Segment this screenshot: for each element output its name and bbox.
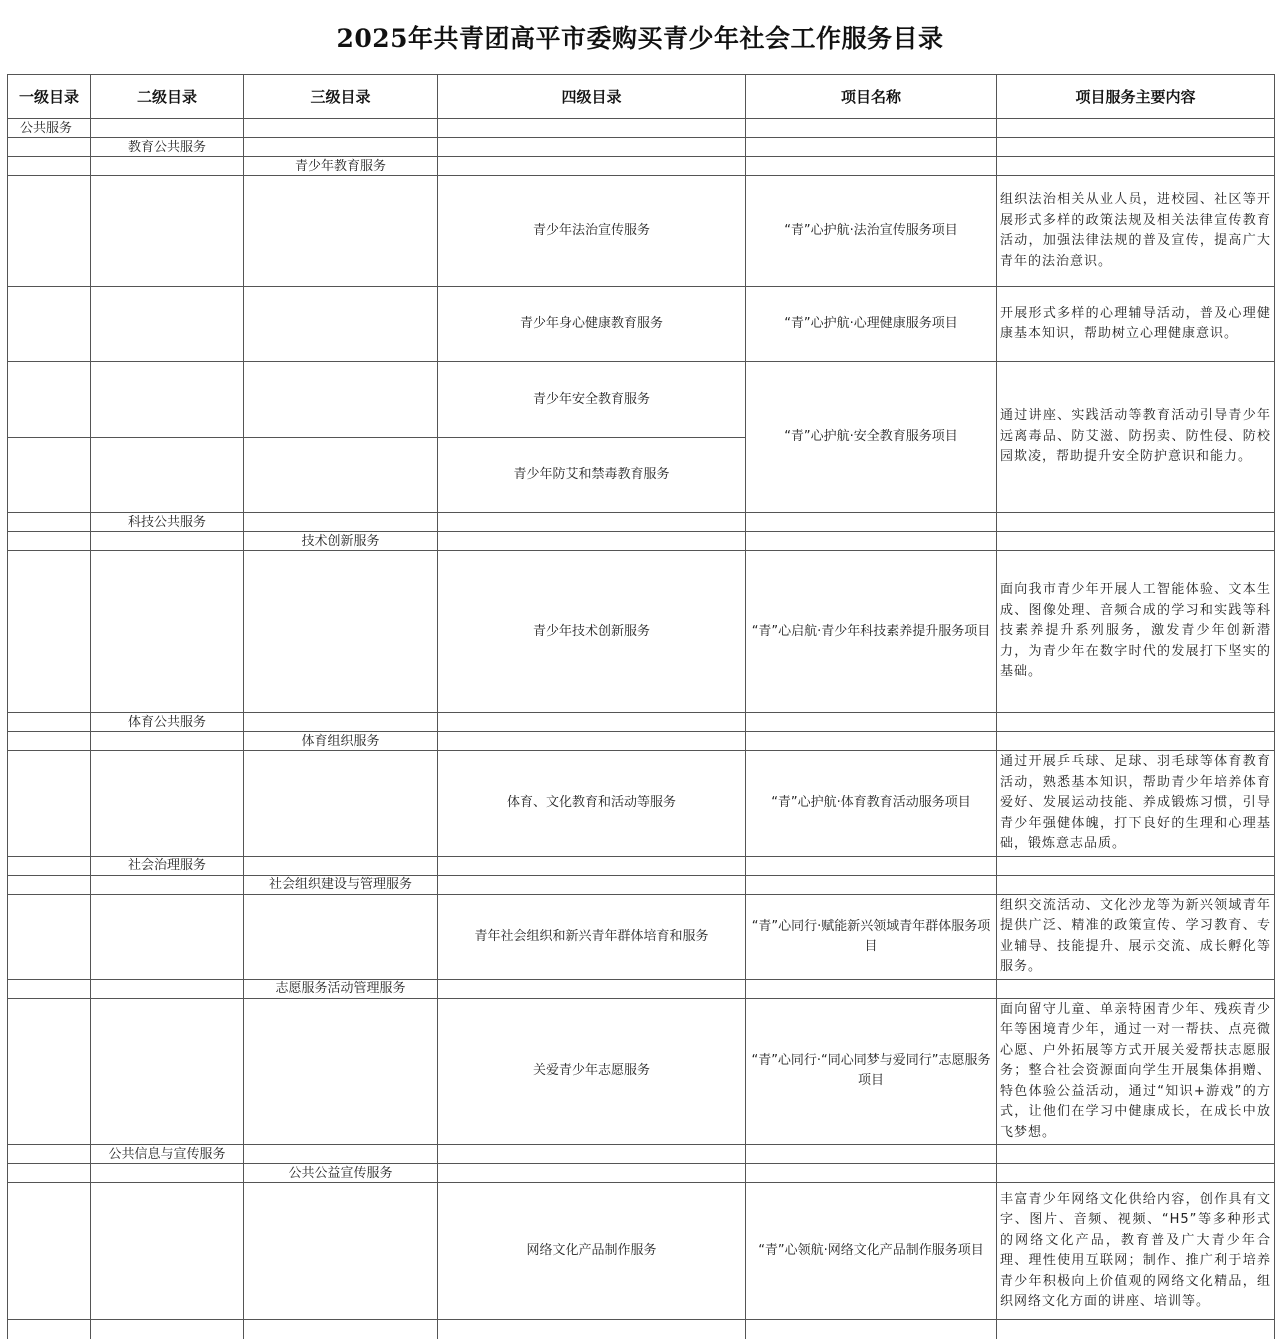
service-content: 通过开展乒乓球、足球、羽毛球等体育教育活动，熟悉基本知识，帮助青少年培养体育爱好、发展运动技能、养成锻炼习惯，引导青少年强健体魄，打下良好的生理和心理基础，锻炼意志品质。 [997, 751, 1275, 857]
table-row [8, 1164, 1275, 1183]
table-row [8, 856, 1275, 875]
level4-label: 青少年技术创新服务 [438, 551, 746, 713]
table-row [8, 979, 1275, 998]
table-row [8, 532, 1275, 551]
level4-label: 体育、文化教育和活动等服务 [438, 751, 746, 857]
level4-label: 青少年法治宣传服务 [438, 176, 746, 287]
level1-label: 公共服务 [8, 119, 91, 138]
table-row [8, 362, 1275, 438]
level4-label: 青少年安全教育服务 [438, 362, 746, 438]
level4-label: 网络文化产品制作服务 [438, 1183, 746, 1320]
project-name: “青”心启航·青少年科技素养提升服务项目 [746, 551, 997, 713]
level2-label: 教育公共服务 [91, 138, 244, 157]
table-row [8, 513, 1275, 532]
page-title: 2025年共青团高平市委购买青少年社会工作服务目录 [336, 24, 944, 53]
header-level2: 二级目录 [91, 75, 244, 119]
service-content: 面向我市青少年开展人工智能体验、文本生成、图像处理、音频合成的学习和实践等科技素养提升系列服务，激发青少年创新潜力，为青少年在数字时代的发展打下坚实的基础。 [997, 551, 1275, 713]
level3-label: 体育组织服务 [244, 732, 438, 751]
header-content: 项目服务主要内容 [997, 75, 1275, 119]
project-name: “青”心护航·心理健康服务项目 [746, 287, 997, 362]
header-project-name: 项目名称 [746, 75, 997, 119]
service-catalog-table [7, 74, 1275, 1339]
table-row [8, 875, 1275, 894]
project-name: “青”心护航·法治宣传服务项目 [746, 176, 997, 287]
table-row [8, 551, 1275, 713]
service-content: 开展形式多样的心理辅导活动，普及心理健康基本知识，帮助树立心理健康意识。 [997, 287, 1275, 362]
level4-label: 关爱青少年志愿服务 [438, 998, 746, 1145]
table-row [8, 157, 1275, 176]
service-content: 组织交流活动、文化沙龙等为新兴领域青年提供广泛、精准的政策宣传、学习教育、专业辅导、技能提升、展示交流、成长孵化等服务。 [997, 894, 1275, 979]
table-row [8, 713, 1275, 732]
level4-label: 青少年防艾和禁毒教育服务 [438, 438, 746, 513]
header-level1: 一级目录 [8, 75, 91, 119]
project-name: “青”心护航·体育教育活动服务项目 [746, 751, 997, 857]
table-row [8, 287, 1275, 362]
level4-label: 青年社会组织和新兴青年群体培育和服务 [438, 894, 746, 979]
project-name: “青”心护航·安全教育服务项目 [746, 362, 997, 513]
project-name: “青”心同行·赋能新兴领域青年群体服务项目 [746, 894, 997, 979]
level2-label: 体育公共服务 [91, 713, 244, 732]
level2-label: 科技公共服务 [91, 513, 244, 532]
service-content: 丰富青少年网络文化供给内容，创作具有文字、图片、音频、视频、“H5”等多种形式的网络文化产品，教育普及广大青少年合理、理性使用互联网；制作、推广利于培养青少年积极向上价值观的网络文化精品，组织网络文化方面的讲座、培训等。 [997, 1183, 1275, 1320]
project-name: “青”心同行·“同心同梦与爱同行”志愿服务项目 [746, 998, 997, 1145]
header-level3: 三级目录 [244, 75, 438, 119]
table-header-row [8, 75, 1275, 119]
level3-label: 志愿服务活动管理服务 [244, 979, 438, 998]
level3-label: 青少年教育服务 [244, 157, 438, 176]
table-row [8, 751, 1275, 857]
level3-label: 公共公益宣传服务 [244, 1164, 438, 1183]
service-content: 面向留守儿童、单亲特困青少年、残疾青少年等困境青少年，通过一对一帮扶、点亮微心愿、户外拓展等方式开展关爱帮扶志愿服务；整合社会资源面向学生开展集体捐赠、特色体验公益活动，通过“知识+游戏”的方式，让他们在学习中健康成长，在成长中放飞梦想。 [997, 998, 1275, 1145]
service-content: 通过讲座、实践活动等教育活动引导青少年远离毒品、防艾滋、防拐卖、防性侵、防校园欺凌，帮助提升安全防护意识和能力。 [997, 362, 1275, 513]
table-row [8, 732, 1275, 751]
table-row [8, 1145, 1275, 1164]
level3-label: 技术创新服务 [244, 532, 438, 551]
service-content: 组织法治相关从业人员，进校园、社区等开展形式多样的政策法规及相关法律宣传教育活动，加强法律法规的普及宣传，提高广大青年的法治意识。 [997, 176, 1275, 287]
project-name: “青”心领航·网络文化产品制作服务项目 [746, 1183, 997, 1320]
table-row [8, 894, 1275, 979]
table-row [8, 1183, 1275, 1320]
table-row [8, 998, 1275, 1145]
table-row [8, 119, 1275, 138]
table-row [8, 1320, 1275, 1339]
header-level4: 四级目录 [438, 75, 746, 119]
table-row [8, 138, 1275, 157]
table-row [8, 176, 1275, 287]
level3-label: 社会组织建设与管理服务 [244, 875, 438, 894]
level2-label: 社会治理服务 [91, 856, 244, 875]
level2-label: 公共信息与宣传服务 [91, 1145, 244, 1164]
level4-label: 青少年身心健康教育服务 [438, 287, 746, 362]
